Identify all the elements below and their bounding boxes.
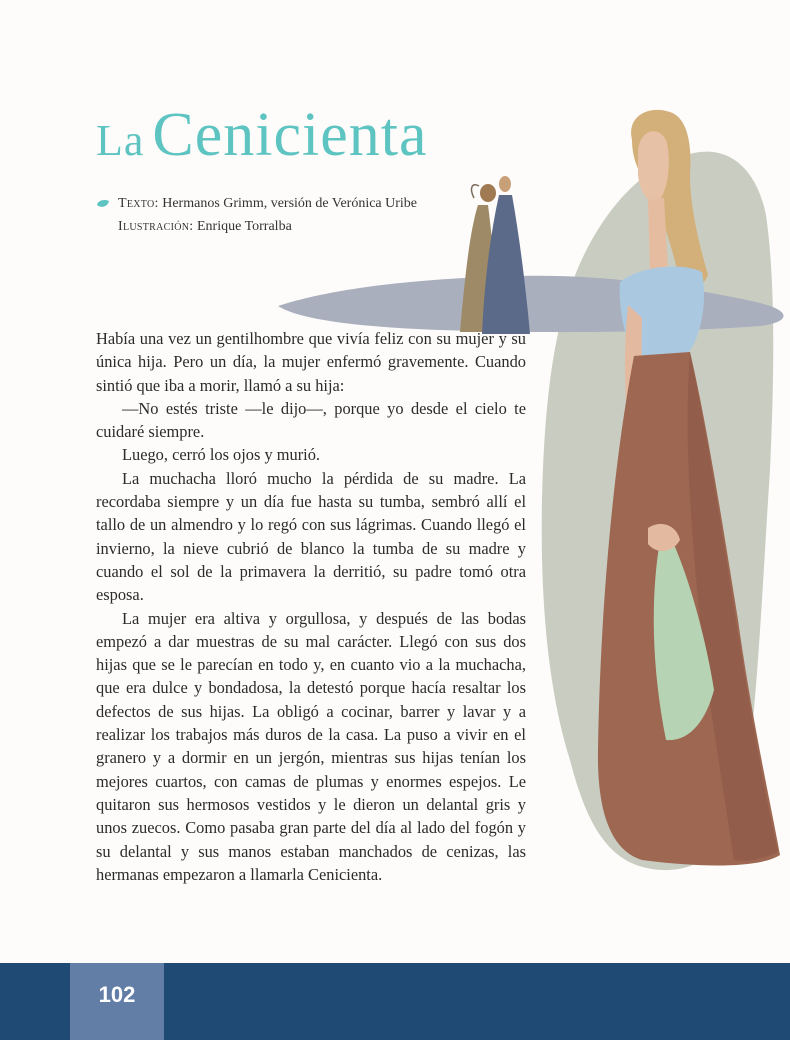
story-paragraph-3: Luego, cerró los ojos y murió. bbox=[122, 445, 321, 465]
credit-illustration-line bbox=[96, 215, 417, 238]
story-paragraph-4: La muchacha lloró mucho la pérdida de su madre. La recordaba siempre y un día fue hasta su tumba, sembró allí el tallo de un almendro y lo regó con sus lágrimas. Cuando llegó el invierno, la nieve cubrió de blanco la tumba de su madre y cuando el sol de la primavera la derritió, su padre tomó otra esposa. bbox=[96, 468, 526, 605]
title-part-la: La bbox=[96, 116, 145, 165]
title-part-cenicienta: Cenicienta bbox=[152, 101, 428, 169]
page-number-box bbox=[70, 963, 164, 1040]
page-number: 102 bbox=[98, 981, 136, 1007]
story-title bbox=[96, 100, 428, 171]
credit-text-value: Hermanos Grimm, versión de Verónica Uribe bbox=[162, 196, 418, 211]
credit-illustration-value: Enrique Torralba bbox=[197, 219, 292, 234]
story-paragraph-2: —No estés triste —le dijo—, porque yo desde el cielo te cuidaré siempre. bbox=[96, 398, 526, 442]
story-paragraph-1: Había una vez un gentilhombre que vivía feliz con su mujer y su única hija. Pero un día, la mujer enfermó gravemente. Cuando sintió que iba a morir, llamó a su hija: bbox=[96, 329, 526, 395]
story-text bbox=[96, 327, 526, 886]
leaf-icon bbox=[96, 199, 110, 209]
credit-illustration-label: Ilustración: bbox=[118, 219, 194, 234]
credit-text-label: Texto: bbox=[118, 196, 159, 211]
credits bbox=[96, 192, 417, 238]
credit-text-line bbox=[96, 192, 417, 215]
story-paragraph-5: La mujer era altiva y orgullosa, y después de las bodas empezó a dar muestras de su mal carácter. Llegó con sus dos hijas que se le parecían en todo y, en cuanto vio a la muchacha, que era dulce y bondadosa, la detestó porque hacía resaltar los defectos de sus hijas. La obligó a cocinar, barrer y lavar y a realizar los trabajos más duros de la casa. La puso a vivir en el granero y a dormir en un jergón, mientras sus hijas tenían los mejores cuartos, con camas de plumas y enormes espejos. Le quitaron sus hermosos vestidos y le dieron un delantal gris y unos zuecos. Como pasaba gran parte del día al lado del fogón y su delantal y sus manos estaban manchados de cenizas, las hermanas empezaron a llamarla Cenicienta. bbox=[96, 608, 526, 884]
stepsisters-figures bbox=[460, 176, 530, 334]
